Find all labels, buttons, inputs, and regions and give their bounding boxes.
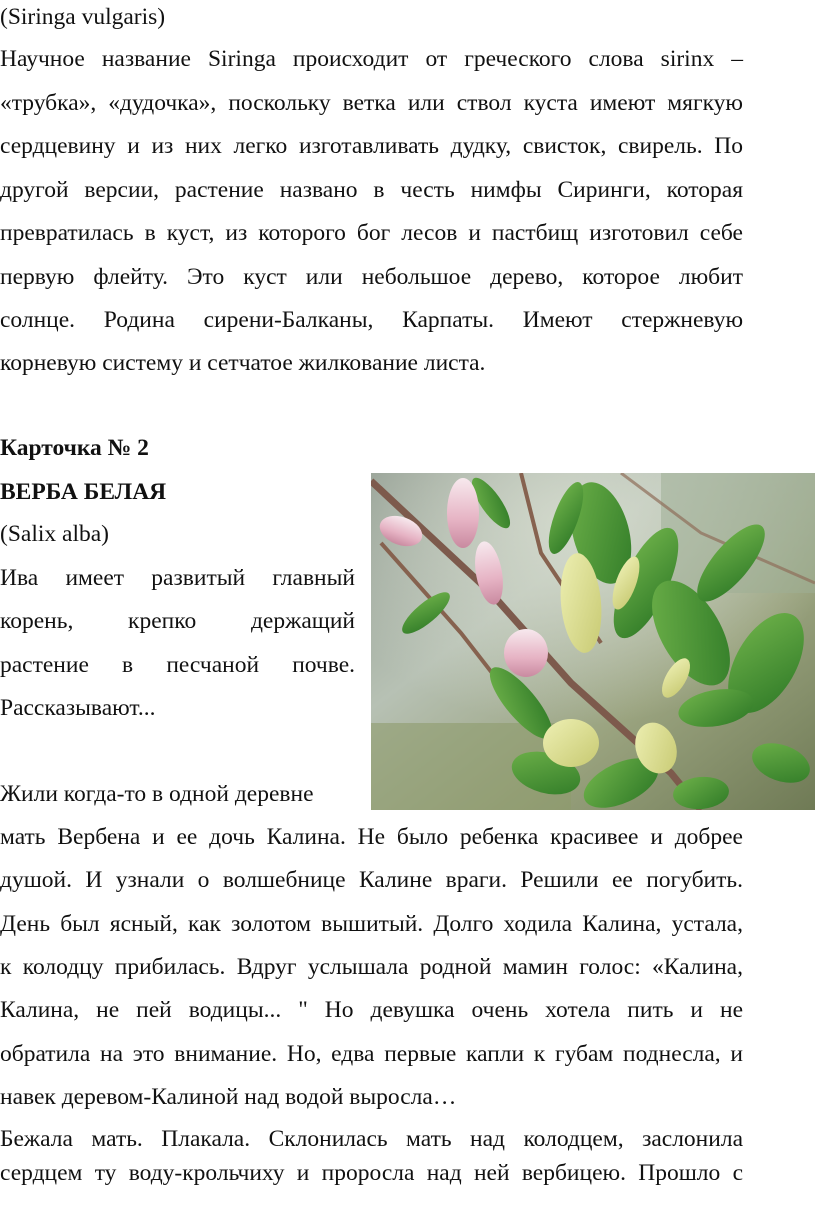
side-paragraph-line: Жили когда-то в одной деревне <box>0 781 314 807</box>
paragraph-line: сердцем ту воду-крольчиху и проросла над ней вербицею. Прошло с <box>0 1160 743 1186</box>
paragraph-line: сердцевину и из них легко изготавливать дудку, свисток, свирель. По <box>0 133 743 159</box>
paragraph-line: обратила на это внимание. Но, едва первые капли к губам поднесла, и <box>0 1041 743 1067</box>
side-paragraph-line: корень, крепко держащий <box>0 608 355 634</box>
paragraph-line: День был ясный, как золотом вышитый. Долго ходила Калина, устала, <box>0 911 743 937</box>
side-paragraph-line: растение в песчаной почве. <box>0 652 355 678</box>
latin-name-salix: (Salix alba) <box>0 521 109 547</box>
paragraph-line: мать Вербена и ее дочь Калина. Не было ребенка красивее и добрее <box>0 824 743 850</box>
plant-title: ВЕРБА БЕЛАЯ <box>0 479 167 505</box>
paragraph-line: превратилась в куст, из которого бог лесов и пастбищ изготовил себе <box>0 220 743 246</box>
paragraph-line: «трубка», «дудочка», поскольку ветка или ствол куста имеют мягкую <box>0 90 743 116</box>
paragraph-line: Научное название Siringa происходит от греческого слова sirinx – <box>0 46 743 72</box>
paragraph-line: Бежала мать. Плакала. Склонилась мать над колодцем, заслонила <box>0 1126 743 1152</box>
paragraph-line: Калина, не пей водицы... " Но девушка очень хотела пить и не <box>0 997 743 1023</box>
paragraph-line: солнце. Родина сирени-Балканы, Карпаты. Имеют стержневую <box>0 307 743 333</box>
paragraph-line: навек деревом-Калиной над водой выросла… <box>0 1084 457 1110</box>
paragraph-line: душой. И узнали о волшебнице Калине враги. Решили ее погубить. <box>0 867 743 893</box>
willow-photo <box>371 473 815 810</box>
paragraph-line: к колодцу прибилась. Вдруг услышала родной мамин голос: «Калина, <box>0 954 743 980</box>
latin-name-siringa: (Siringa vulgaris) <box>0 4 166 30</box>
paragraph-line: корневую систему и сетчатое жилкование листа. <box>0 350 486 376</box>
side-paragraph-line: Рассказывают... <box>0 695 156 721</box>
card-heading: Карточка № 2 <box>0 435 149 461</box>
paragraph-line: другой версии, растение названо в честь нимфы Сиринги, которая <box>0 177 743 203</box>
paragraph-line: первую флейту. Это куст или небольшое дерево, которое любит <box>0 264 743 290</box>
side-paragraph-line: Ива имеет развитый главный <box>0 565 355 591</box>
